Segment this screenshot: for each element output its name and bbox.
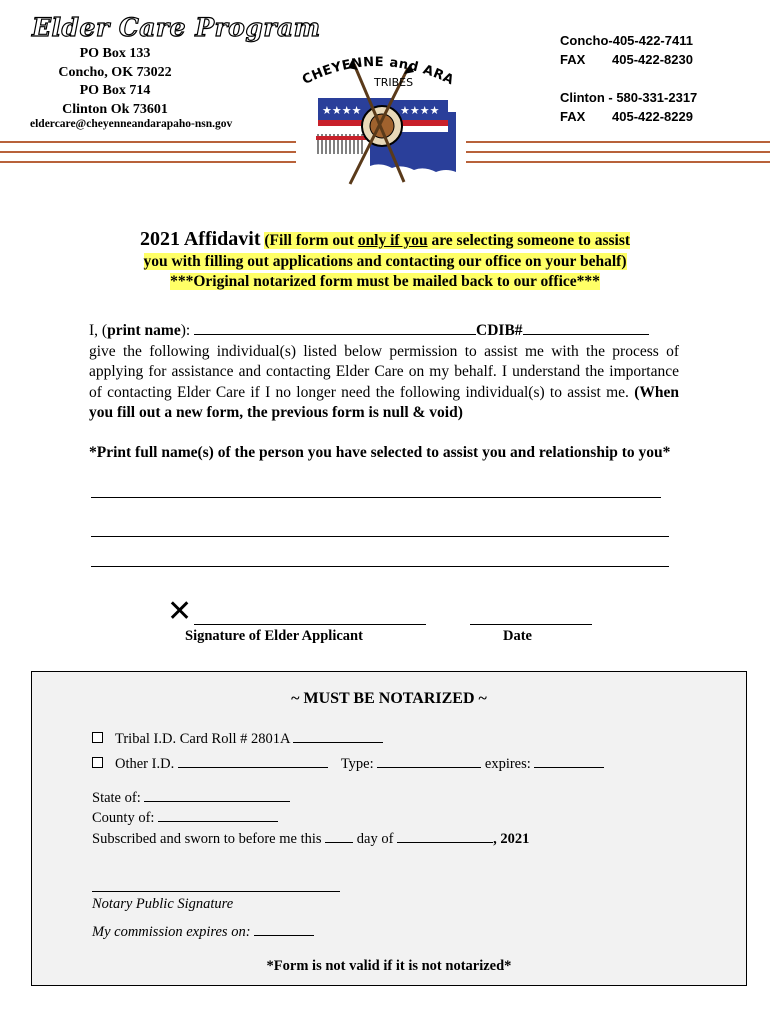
signature-label: Signature of Elder Applicant (185, 628, 363, 644)
assistant-name-line-1[interactable] (91, 497, 661, 498)
notary-section (31, 671, 747, 986)
logo-text-bottom: TRIBES (374, 76, 414, 89)
contact-value: 580-331-2317 (616, 90, 698, 105)
contact-value: 405-422-7411 (612, 33, 693, 48)
tribal-id-field[interactable] (293, 742, 383, 743)
print-names-instruction: *Print full name(s) of the person you have selected to assist you and relationship to you* (89, 444, 671, 461)
cdib-field[interactable] (523, 334, 649, 335)
year-label: , 2021 (493, 831, 530, 847)
program-title: Elder Care Program (32, 13, 321, 42)
contact-label: Clinton - (560, 90, 617, 105)
address-line: Concho, OK 73022 (58, 64, 172, 80)
state-row (92, 790, 290, 807)
date-label: Date (503, 628, 532, 644)
day-of-label: day of (356, 831, 394, 847)
date-line[interactable] (470, 624, 592, 625)
address-line: PO Box 133 (79, 46, 151, 61)
statement-body: give the following individual(s) listed below permission to assist me with the process of applying for assistance and contacting Elder Care on my behalf. I understand the importance of contacting Elder Care if I no longer need the following individual(s) to assist me. (89, 342, 679, 401)
expires-label: expires: (484, 756, 531, 772)
other-id-checkbox[interactable] (92, 757, 103, 768)
sworn-text: Subscribed and sworn to before me this (92, 831, 322, 847)
contact-value: 405-422-8229 (612, 109, 693, 124)
tribal-id-checkbox[interactable] (92, 732, 103, 743)
contact-label: Concho- (560, 33, 613, 48)
notary-title: ~ MUST BE NOTARIZED ~ (291, 690, 487, 707)
email-address: eldercare@cheyenneandarapaho-nsn.gov (30, 118, 233, 130)
permission-statement (89, 321, 679, 424)
signature-line[interactable] (194, 624, 426, 625)
state-label: State of: (92, 790, 141, 806)
affidavit-note-underlined: only if you (357, 232, 428, 249)
address-line: Clinton Ok 73601 (62, 101, 168, 117)
assistant-name-line-3[interactable] (91, 566, 669, 567)
logo-text-top: CHEYENNE and ARA (300, 54, 457, 89)
notary-signature-line[interactable] (92, 891, 340, 892)
type-label: Type: (340, 756, 374, 772)
commission-label: My commission expires on: (92, 924, 251, 940)
contact-label: FAX (560, 109, 586, 124)
tribal-seal-logo (296, 46, 466, 186)
notary-signature-label: Notary Public Signature (92, 896, 234, 912)
address-line: PO Box 714 (79, 83, 151, 98)
svg-text:★★★★: ★★★★ (400, 104, 440, 117)
print-name-field[interactable] (194, 334, 476, 335)
svg-text:★★★★: ★★★★ (322, 104, 362, 117)
other-id-row (92, 756, 604, 773)
signature-x-mark: ✕ (167, 594, 193, 629)
month-field[interactable] (397, 842, 493, 843)
statement-null-void: (When you fill out a new form, the previous form is null & void) (89, 383, 679, 421)
state-field[interactable] (144, 801, 290, 802)
affidavit-note: (Fill form out (264, 232, 358, 249)
mailing-address (40, 45, 190, 119)
day-field[interactable] (325, 842, 353, 843)
print-name-label: print name (107, 322, 181, 339)
county-row (92, 810, 278, 827)
affidavit-note-line2: you with filling out applications and contacting our office on your behalf) (143, 252, 627, 270)
affidavit-note: are selecting someone to assist (427, 232, 631, 249)
county-field[interactable] (158, 821, 278, 822)
tribal-id-label: Tribal I.D. Card Roll # 2801A (115, 731, 290, 747)
county-label: County of: (92, 810, 155, 826)
affidavit-title: 2021 Affidavit (139, 228, 261, 250)
contact-value: 405-422-8230 (612, 52, 693, 67)
affidavit-mail-notice: ***Original notarized form must be mailed back to our office*** (170, 273, 600, 290)
cdib-label: CDIB# (476, 322, 523, 339)
affidavit-heading (60, 229, 710, 293)
tribal-id-row (92, 731, 383, 748)
type-field[interactable] (377, 767, 481, 768)
statement-prefix-end: ): (180, 322, 191, 339)
other-id-label: Other I.D. (115, 756, 175, 772)
commission-field[interactable] (254, 935, 314, 936)
contact-label: FAX (560, 52, 586, 67)
expires-field[interactable] (534, 767, 604, 768)
notary-footer: *Form is not valid if it is not notarized* (266, 958, 512, 974)
commission-row (92, 924, 314, 941)
sworn-row (92, 831, 529, 848)
other-id-field[interactable] (178, 767, 328, 768)
contact-numbers (560, 31, 697, 126)
assistant-name-line-2[interactable] (91, 536, 669, 537)
statement-prefix: I, ( (89, 322, 108, 339)
